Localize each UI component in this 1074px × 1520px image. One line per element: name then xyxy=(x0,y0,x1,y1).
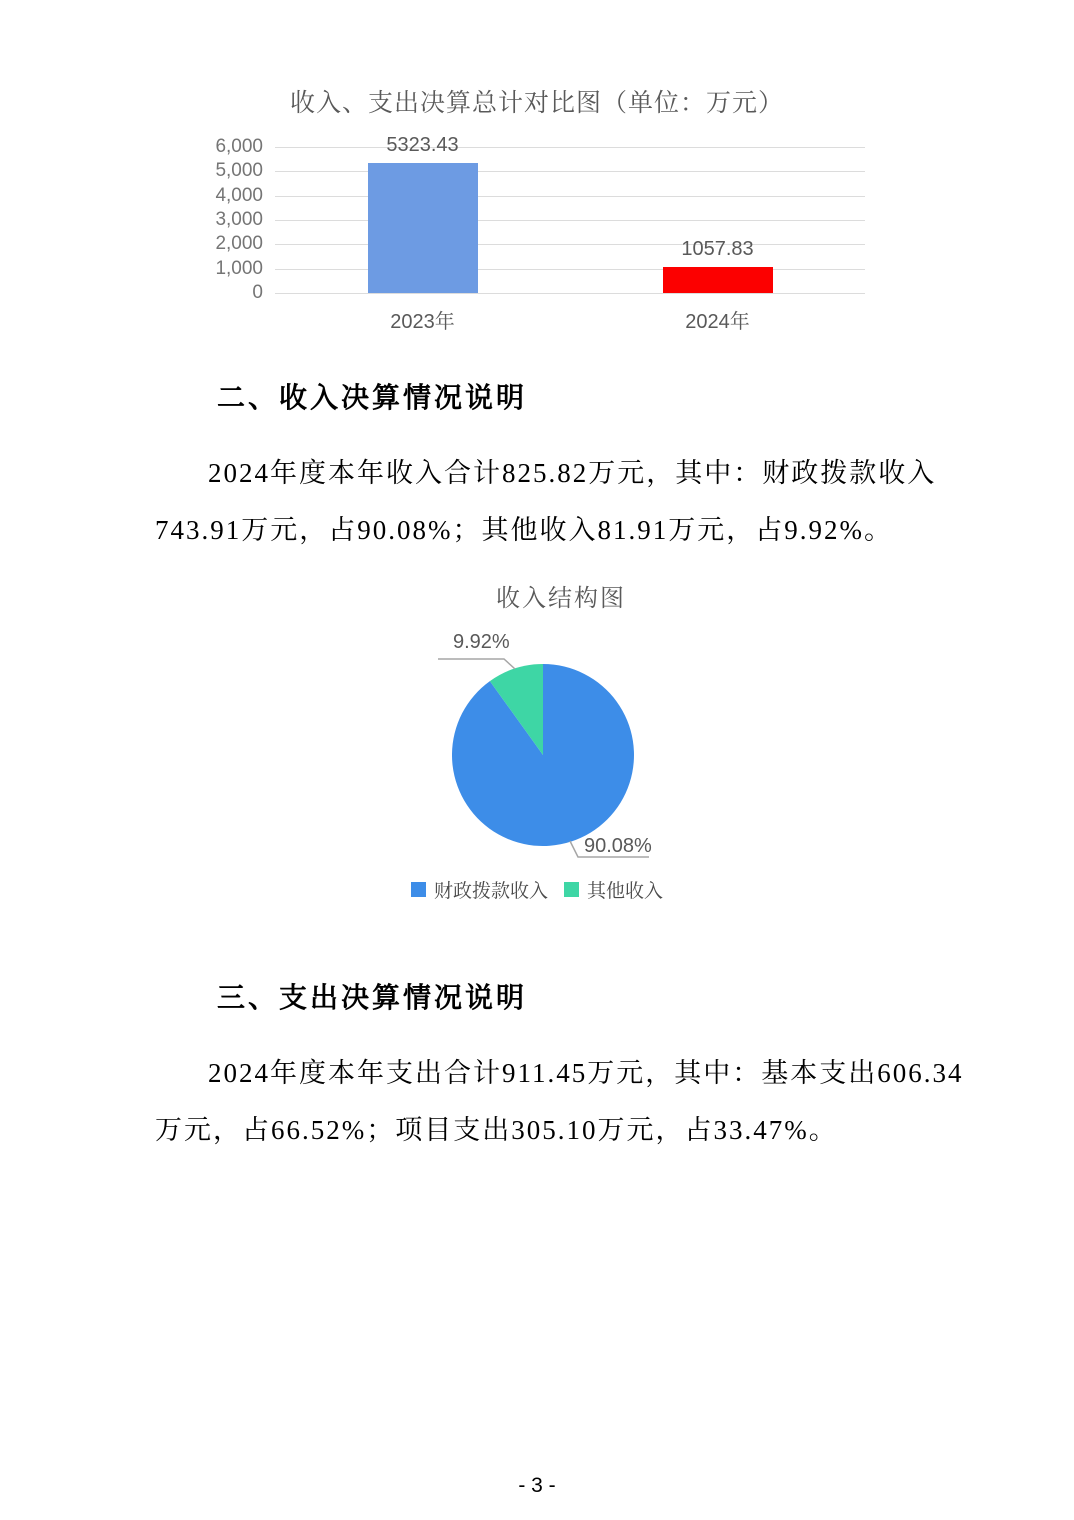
expense-section-heading: 三、支出决算情况说明 xyxy=(217,982,528,1013)
pie-slice-label-fiscal: 90.08% xyxy=(584,835,652,857)
y-axis-tick-label: 6,000 xyxy=(215,136,263,157)
expense-paragraph-line-1: 2024年度本年支出合计911.45万元，其中：基本支出606.34 xyxy=(208,1058,964,1088)
income-paragraph xyxy=(155,456,955,570)
gridline xyxy=(275,220,865,221)
legend-swatch-icon xyxy=(411,882,426,897)
pie-slice-label-other: 9.92% xyxy=(453,631,510,653)
legend-label: 其他收入 xyxy=(587,881,664,902)
income-section-heading: 二、收入决算情况说明 xyxy=(217,382,528,413)
legend-label: 财政拨款收入 xyxy=(433,881,548,902)
bar-value-label: 1057.83 xyxy=(681,238,754,261)
y-axis-tick-label: 0 xyxy=(252,282,263,303)
gridline xyxy=(275,196,865,197)
pie-legend xyxy=(0,876,1074,903)
gridline xyxy=(275,244,865,245)
pie-chart-title: 收入结构图 xyxy=(496,585,626,612)
bar-chart-title: 收入、支出决算总计对比图（单位：万元） xyxy=(289,89,784,117)
x-axis-category-label: 2024年 xyxy=(685,311,750,333)
expense-paragraph xyxy=(155,1056,964,1170)
bar-chart-plot xyxy=(215,134,865,333)
legend-item-其他收入 xyxy=(564,876,663,903)
gridline xyxy=(275,147,865,148)
y-axis-tick-label: 2,000 xyxy=(215,233,263,255)
bar-value-label: 5323.43 xyxy=(386,134,459,157)
y-axis-tick-label: 4,000 xyxy=(215,184,263,206)
gridline xyxy=(275,171,865,172)
x-axis-category-label: 2023年 xyxy=(390,311,455,333)
y-axis-tick-label: 3,000 xyxy=(215,209,263,230)
y-axis-tick-label: 5,000 xyxy=(215,160,263,182)
y-axis-tick-label: 1,000 xyxy=(215,257,263,279)
bar-2023年 xyxy=(368,163,478,293)
legend-swatch-icon xyxy=(564,882,579,897)
gridline xyxy=(275,269,865,270)
bar-2024年 xyxy=(663,267,773,293)
gridline xyxy=(275,293,865,294)
income-paragraph-line-1: 2024年度本年收入合计825.82万元，其中：财政拨款收入 xyxy=(208,458,937,488)
legend-item-财政拨款收入 xyxy=(411,876,548,903)
expense-paragraph-line-2: 万元，占66.52%；项目支出305.10万元，占33.47%。 xyxy=(155,1115,838,1145)
pie-graphic xyxy=(452,664,634,846)
income-paragraph-line-2: 743.91万元，占90.08%；其他收入81.91万元，占9.92%。 xyxy=(155,515,893,545)
page-number: - 3 - xyxy=(518,1474,556,1497)
